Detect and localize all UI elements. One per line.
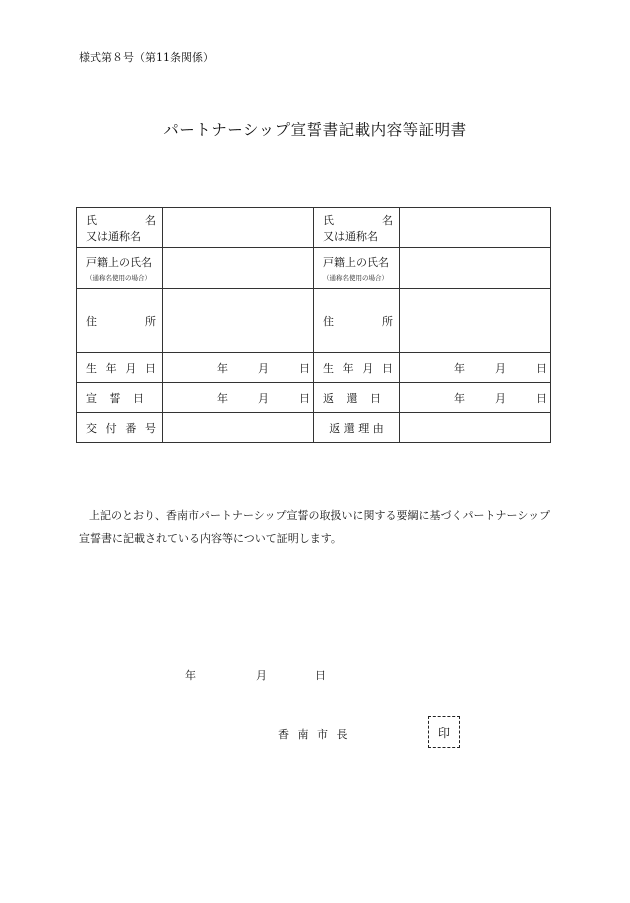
- birth-date-value-1[interactable]: 年 月 日: [163, 353, 314, 383]
- address-label-2: 住 所: [314, 289, 400, 353]
- oath-date-label: 宣 誓 日: [77, 383, 163, 413]
- seal-label: 印: [437, 725, 450, 740]
- issue-number-value[interactable]: [163, 413, 314, 443]
- document-title: パートナーシップ宣誓書記載内容等証明書: [163, 121, 467, 139]
- issue-number-row: [77, 413, 551, 443]
- birth-date-label-2: 生 年 月 日: [314, 353, 400, 383]
- family-name-value-1[interactable]: [163, 248, 314, 289]
- return-reason-value[interactable]: [400, 413, 551, 443]
- birth-date-row: [77, 353, 551, 383]
- issue-date-year: 年: [185, 669, 196, 682]
- certification-statement: 上記のとおり、香南市パートナーシップ宣誓の取扱いに関する要綱に基づくパートナーシップ宣誓書に記載されている内容等について証明します。: [79, 509, 551, 545]
- family-name-row: [77, 248, 551, 289]
- family-name-value-2[interactable]: [400, 248, 551, 289]
- oath-date-row: [77, 383, 551, 413]
- seal-box: [428, 716, 460, 748]
- family-name-label-1: 戸籍上の氏名 （通称名使用の場合）: [77, 248, 163, 289]
- issue-number-label: 交 付 番 号: [77, 413, 163, 443]
- name-value-1[interactable]: [163, 208, 314, 248]
- family-name-label-2: 戸籍上の氏名 （通称名使用の場合）: [314, 248, 400, 289]
- return-reason-label: 返 還 理 由: [314, 413, 400, 443]
- return-date-value[interactable]: 年 月 日: [400, 383, 551, 413]
- name-label-1: 氏 名 又は通称名: [77, 208, 163, 248]
- form-number: 様式第８号（第11条関係）: [79, 51, 214, 64]
- mayor-title: 香南市長: [278, 728, 356, 741]
- address-label-1: 住 所: [77, 289, 163, 353]
- birth-date-value-2[interactable]: 年 月 日: [400, 353, 551, 383]
- oath-date-value[interactable]: 年 月 日: [163, 383, 314, 413]
- certificate-table: [76, 207, 551, 443]
- address-value-1[interactable]: [163, 289, 314, 353]
- name-row: [77, 208, 551, 248]
- birth-date-label-1: 生 年 月 日: [77, 353, 163, 383]
- address-row: [77, 289, 551, 353]
- name-label-2: 氏 名 又は通称名: [314, 208, 400, 248]
- return-date-label: 返 還 日: [314, 383, 400, 413]
- issue-date-month: 月: [256, 669, 267, 682]
- address-value-2[interactable]: [400, 289, 551, 353]
- name-value-2[interactable]: [400, 208, 551, 248]
- issue-date-day: 日: [315, 669, 326, 682]
